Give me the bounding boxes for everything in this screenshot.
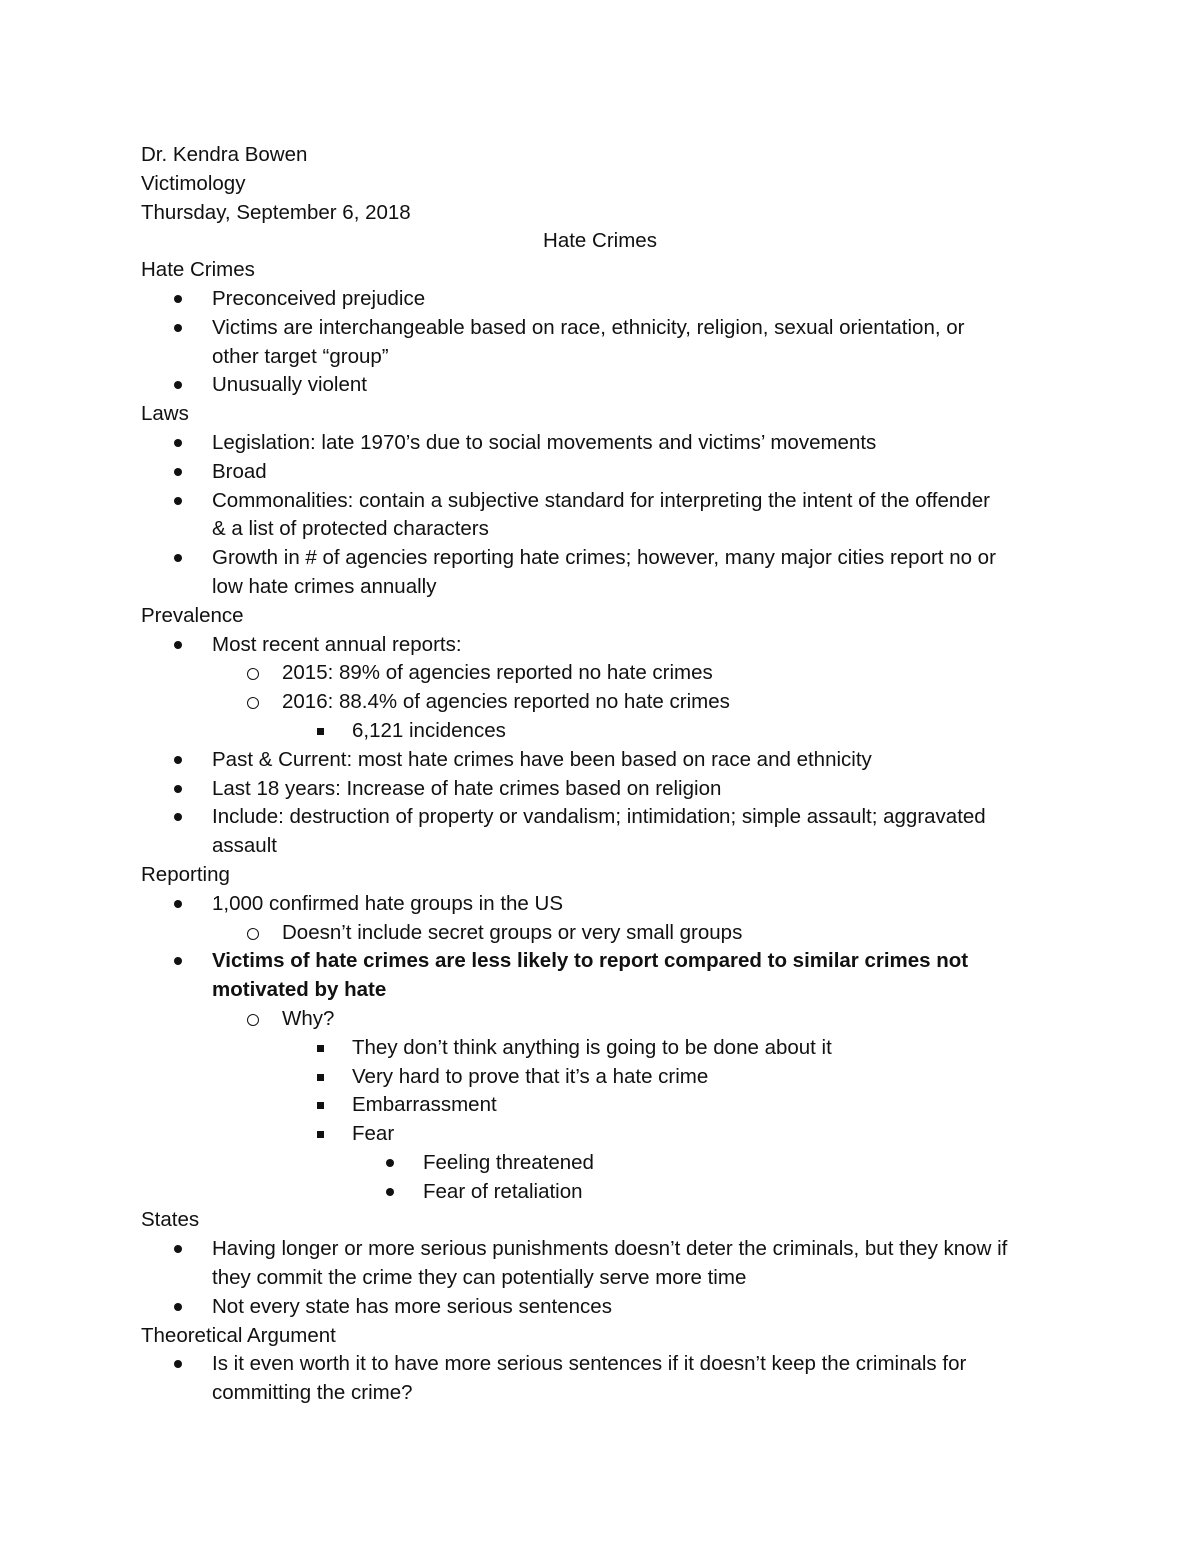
bullet-dot-icon <box>174 295 182 303</box>
list-item: 2015: 89% of agencies reported no hate crimes <box>141 659 1071 688</box>
bullet-circle-icon <box>247 697 259 709</box>
list-item: Is it even worth it to have more serious sentences if it doesn’t keep the criminals for committing the crime? <box>141 1350 1071 1408</box>
section-heading-reporting: Reporting <box>141 862 230 886</box>
list-item: Include: destruction of property or vandalism; intimidation; simple assault; aggravated assault <box>141 803 1071 861</box>
bullet-dot-icon <box>174 1245 182 1253</box>
list-item: Fear of retaliation <box>141 1178 1071 1207</box>
laws-list <box>141 429 1071 602</box>
bullet-square-icon <box>317 728 324 735</box>
list-item: Victims of hate crimes are less likely to report compared to similar crimes not motivated by hate <box>141 947 1071 1005</box>
reporting-list <box>141 890 1071 1207</box>
list-item: Feeling threatened <box>141 1149 1071 1178</box>
bullet-circle-icon <box>247 1014 259 1026</box>
prevalence-list <box>141 631 1071 861</box>
list-item: Victims are interchangeable based on race, ethnicity, religion, sexual orientation, or other target “group” <box>141 314 1071 372</box>
bullet-dot-icon <box>174 381 182 389</box>
list-item: Legislation: late 1970’s due to social movements and victims’ movements <box>141 429 1071 458</box>
bullet-dot-icon <box>174 1303 182 1311</box>
bullet-dot-icon <box>174 641 182 649</box>
bullet-dot-icon <box>174 497 182 505</box>
bullet-square-icon <box>317 1045 324 1052</box>
bullet-circle-icon <box>247 668 259 680</box>
author-line: Dr. Kendra Bowen <box>141 143 308 166</box>
bullet-dot-icon <box>386 1159 394 1167</box>
course-line: Victimology <box>141 171 246 195</box>
list-item: Preconceived prejudice <box>141 285 1071 314</box>
list-item: Embarrassment <box>141 1091 1071 1120</box>
list-item: Most recent annual reports: <box>141 631 1071 660</box>
list-item: Broad <box>141 458 1071 487</box>
list-item: Very hard to prove that it’s a hate crime <box>141 1063 1071 1092</box>
bullet-dot-icon <box>386 1188 394 1196</box>
list-item: 2016: 88.4% of agencies reported no hate crimes <box>141 688 1071 717</box>
bullet-square-icon <box>317 1131 324 1138</box>
section-heading-prevalence: Prevalence <box>141 603 244 627</box>
bullet-dot-icon <box>174 785 182 793</box>
states-list <box>141 1235 1071 1321</box>
list-item: Why? <box>141 1005 1071 1034</box>
list-item: Commonalities: contain a subjective standard for interpreting the intent of the offender & a list of protected characters <box>141 487 1071 545</box>
list-item: 6,121 incidences <box>141 717 1071 746</box>
bullet-square-icon <box>317 1102 324 1109</box>
date-line: Thursday, September 6, 2018 <box>141 200 411 224</box>
list-item: Fear <box>141 1120 1071 1149</box>
list-item: Unusually violent <box>141 371 1071 400</box>
list-item: Doesn’t include secret groups or very small groups <box>141 919 1071 948</box>
bullet-dot-icon <box>174 439 182 447</box>
list-item: Past & Current: most hate crimes have been based on race and ethnicity <box>141 746 1071 775</box>
document-content <box>141 141 1071 1408</box>
section-heading-laws: Laws <box>141 402 189 426</box>
bullet-square-icon <box>317 1074 324 1081</box>
list-item: They don’t think anything is going to be done about it <box>141 1034 1071 1063</box>
bullet-dot-icon <box>174 900 182 908</box>
list-item: Growth in # of agencies reporting hate crimes; however, many major cities report no or low hate crimes annually <box>141 544 1071 602</box>
list-item: Not every state has more serious sentences <box>141 1293 1071 1322</box>
bullet-dot-icon <box>174 813 182 821</box>
section-heading-theoretical-argument: Theoretical Argument <box>141 1323 336 1347</box>
section-heading-states: States <box>141 1208 200 1232</box>
bullet-dot-icon <box>174 554 182 562</box>
list-item: 1,000 confirmed hate groups in the US <box>141 890 1071 919</box>
list-item: Last 18 years: Increase of hate crimes based on religion <box>141 775 1071 804</box>
theoretical-list <box>141 1350 1071 1408</box>
bullet-dot-icon <box>174 324 182 332</box>
list-item: Having longer or more serious punishments doesn’t deter the criminals, but they know if they commit the crime they can potentially serve more time <box>141 1235 1071 1293</box>
hate-crimes-list <box>141 285 1071 400</box>
bullet-dot-icon <box>174 756 182 764</box>
bullet-circle-icon <box>247 928 259 940</box>
document-title: Hate Crimes <box>543 229 657 253</box>
section-heading-hate-crimes: Hate Crimes <box>141 258 255 282</box>
bullet-dot-icon <box>174 957 182 965</box>
bullet-dot-icon <box>174 1360 182 1368</box>
bullet-dot-icon <box>174 468 182 476</box>
